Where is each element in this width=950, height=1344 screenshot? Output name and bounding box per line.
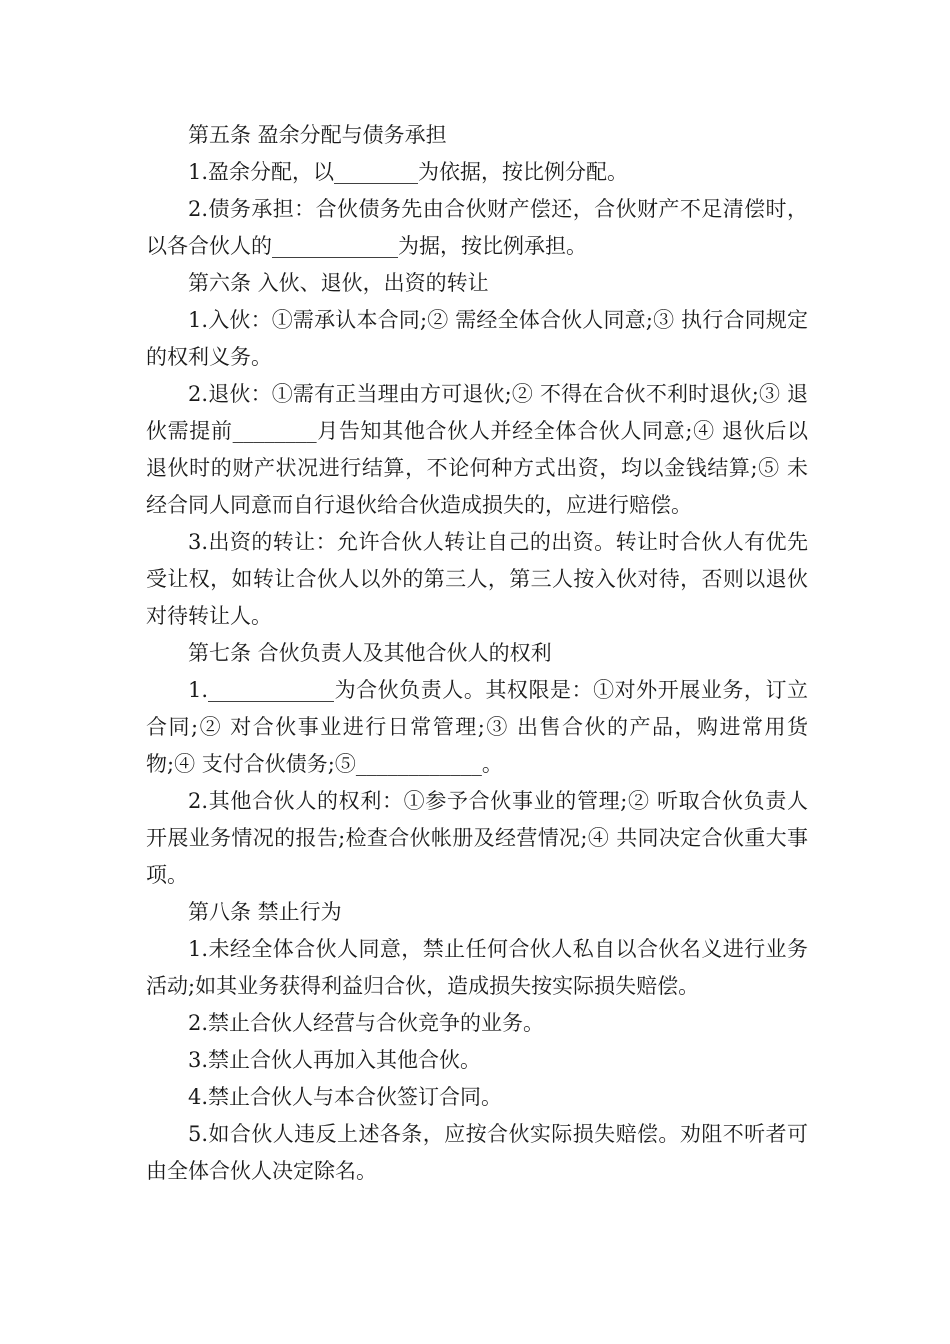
paragraph-profit-distribution: 1.盈余分配，以________为依据，按比例分配。 — [188, 160, 629, 184]
section-heading-6: 第六条 入伙、退伙，出资的转让 — [188, 271, 489, 295]
paragraph-prohibition-3: 3.禁止合伙人再加入其他合伙。 — [188, 1048, 482, 1072]
paragraph-prohibition-5: 5.如合伙人违反上述各条，应按合伙实际损失赔偿。劝阻不听者可由全体合伙人决定除名。 — [146, 1122, 808, 1183]
paragraph-debt-bearing: 2.债务承担：合伙债务先由合伙财产偿还，合伙财产不足清偿时，以各合伙人的____________为据，按比例承担。 — [146, 197, 808, 258]
section-heading-8: 第八条 禁止行为 — [188, 900, 342, 924]
paragraph-other-partner-rights: 2.其他合伙人的权利：①参予合伙事业的管理;② 听取合伙负责人开展业务情况的报告;检查合伙帐册及经营情况;④ 共同决定合伙重大事项。 — [146, 789, 808, 887]
paragraph-responsible-partner: 1.____________为合伙负责人。其权限是：①对外开展业务，订立合同;② 对合伙事业进行日常管理;③ 出售合伙的产品，购进常用货物;④ 支付合伙债务;⑤____________。 — [146, 678, 808, 776]
paragraph-joining: 1.入伙：①需承认本合同;② 需经全体合伙人同意;③ 执行合同规定的权利义务。 — [146, 308, 808, 369]
section-heading-7: 第七条 合伙负责人及其他合伙人的权利 — [188, 641, 552, 665]
paragraph-prohibition-2: 2.禁止合伙人经营与合伙竞争的业务。 — [188, 1011, 545, 1035]
paragraph-prohibition-1: 1.未经全体合伙人同意，禁止任何合伙人私自以合伙名义进行业务活动;如其业务获得利益归合伙，造成损失按实际损失赔偿。 — [146, 937, 808, 998]
paragraph-capital-transfer: 3.出资的转让：允许合伙人转让自己的出资。转让时合伙人有优先受让权，如转让合伙人以外的第三人，第三人按入伙对待，否则以退伙对待转让人。 — [146, 530, 808, 628]
paragraph-withdrawal: 2.退伙：①需有正当理由方可退伙;② 不得在合伙不利时退伙;③ 退伙需提前________月告知其他合伙人并经全体合伙人同意;④ 退伙后以退伙时的财产状况进行结算，不论何种方式出资，均以金钱结算;⑤ 未经合同人同意而自行退伙给合伙造成损失的，应进行赔偿。 — [146, 382, 808, 517]
document-page — [146, 117, 808, 1190]
paragraph-prohibition-4: 4.禁止合伙人与本合伙签订合同。 — [188, 1085, 503, 1109]
section-heading-5: 第五条 盈余分配与债务承担 — [188, 123, 447, 147]
